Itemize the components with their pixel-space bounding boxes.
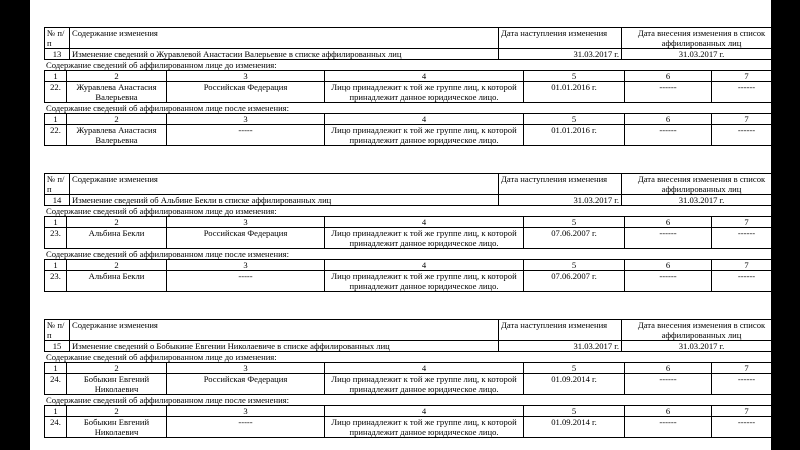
after-table	[44, 405, 782, 438]
change-description: Изменение сведений об Альбине Бекли в списке аффилированных лиц	[70, 195, 499, 206]
change-num: 15	[45, 341, 70, 352]
cell-stock-share: ------	[712, 125, 782, 146]
cell-num: 22.	[45, 82, 67, 103]
sub-header: 7	[712, 71, 782, 82]
col-num-header: № п/п	[45, 28, 70, 49]
change-date-occurrence: 31.03.2017 г.	[499, 341, 622, 352]
cell-basis: Лицо принадлежит к той же группе лиц, к которой принадлежит данное юридическое лицо.	[325, 82, 524, 103]
sub-header: 2	[67, 217, 167, 228]
col-date-entry-header: Дата внесения изменения в список аффилированных лиц	[622, 174, 782, 195]
cell-date: 07.06.2007 г.	[524, 271, 625, 292]
document-page	[30, 0, 771, 450]
col-date-occurrence-header: Дата наступления изменения	[499, 174, 622, 195]
change-date-entry: 31.03.2017 г.	[622, 49, 782, 60]
after-table	[44, 113, 782, 146]
cell-share: ------	[625, 228, 712, 249]
caption-before: Содержание сведений об аффилированном лице до изменения:	[46, 60, 277, 70]
sub-header: 4	[325, 114, 524, 125]
sub-header: 4	[325, 406, 524, 417]
cell-residence: Российская Федерация	[167, 82, 325, 103]
sub-header: 4	[325, 260, 524, 271]
col-content-header: Содержание изменения	[70, 174, 499, 195]
sub-header: 3	[167, 363, 325, 374]
cell-residence: -----	[167, 271, 325, 292]
sub-header: 1	[45, 114, 67, 125]
sub-header: 7	[712, 114, 782, 125]
change-block	[44, 27, 782, 146]
col-date-entry-header: Дата внесения изменения в список аффилированных лиц	[622, 28, 782, 49]
change-description: Изменение сведений о Журавлевой Анастасии Валерьевне в списке аффилированных лиц	[70, 49, 499, 60]
sub-header: 7	[712, 406, 782, 417]
sub-header: 5	[524, 114, 625, 125]
cell-stock-share: ------	[712, 228, 782, 249]
change-header-table	[44, 319, 782, 352]
cell-date: 01.09.2014 г.	[524, 417, 625, 438]
cell-num: 24.	[45, 374, 67, 395]
cell-stock-share: ------	[712, 417, 782, 438]
sub-header: 1	[45, 71, 67, 82]
col-date-occurrence-header: Дата наступления изменения	[499, 28, 622, 49]
cell-date: 01.09.2014 г.	[524, 374, 625, 395]
change-block	[44, 173, 782, 292]
cell-residence: Российская Федерация	[167, 374, 325, 395]
cell-num: 24.	[45, 417, 67, 438]
cell-stock-share: ------	[712, 374, 782, 395]
cell-name: Альбина Бекли	[67, 228, 167, 249]
sub-header: 3	[167, 114, 325, 125]
cell-residence: Российская Федерация	[167, 228, 325, 249]
caption-before: Содержание сведений об аффилированном лице до изменения:	[46, 206, 277, 216]
cell-stock-share: ------	[712, 82, 782, 103]
sub-header: 2	[67, 71, 167, 82]
caption-after: Содержание сведений об аффилированном лице после изменения:	[46, 249, 290, 259]
change-num: 13	[45, 49, 70, 60]
cell-name: Журавлева Анастасия Валерьевна	[67, 125, 167, 146]
cell-share: ------	[625, 125, 712, 146]
cell-share: ------	[625, 374, 712, 395]
sub-header: 1	[45, 260, 67, 271]
change-date-entry: 31.03.2017 г.	[622, 195, 782, 206]
cell-residence: -----	[167, 417, 325, 438]
sub-header: 7	[712, 363, 782, 374]
sub-header: 5	[524, 260, 625, 271]
cell-num: 23.	[45, 228, 67, 249]
change-header-table	[44, 27, 782, 60]
change-date-occurrence: 31.03.2017 г.	[499, 195, 622, 206]
before-table	[44, 362, 782, 395]
sub-header: 4	[325, 363, 524, 374]
cell-share: ------	[625, 417, 712, 438]
col-content-header: Содержание изменения	[70, 320, 499, 341]
cell-share: ------	[625, 271, 712, 292]
cell-name: Бобыкин Евгений Николаевич	[67, 374, 167, 395]
cell-num: 22.	[45, 125, 67, 146]
cell-basis: Лицо принадлежит к той же группе лиц, к которой принадлежит данное юридическое лицо.	[325, 125, 524, 146]
change-date-occurrence: 31.03.2017 г.	[499, 49, 622, 60]
col-date-occurrence-header: Дата наступления изменения	[499, 320, 622, 341]
sub-header: 3	[167, 71, 325, 82]
cell-share: ------	[625, 82, 712, 103]
cell-basis: Лицо принадлежит к той же группе лиц, к которой принадлежит данное юридическое лицо.	[325, 271, 524, 292]
sub-header: 6	[625, 217, 712, 228]
sub-header: 5	[524, 406, 625, 417]
sub-header: 2	[67, 363, 167, 374]
change-header-table	[44, 173, 782, 206]
sub-header: 6	[625, 71, 712, 82]
sub-header: 5	[524, 363, 625, 374]
after-table	[44, 259, 782, 292]
sub-header: 3	[167, 406, 325, 417]
before-table	[44, 70, 782, 103]
sub-header: 3	[167, 217, 325, 228]
col-num-header: № п/п	[45, 174, 70, 195]
change-date-entry: 31.03.2017 г.	[622, 341, 782, 352]
cell-date: 01.01.2016 г.	[524, 82, 625, 103]
change-description: Изменение сведений о Бобыкине Евгении Николаевиче в списке аффилированных лиц	[70, 341, 499, 352]
cell-stock-share: ------	[712, 271, 782, 292]
caption-before: Содержание сведений об аффилированном лице до изменения:	[46, 352, 277, 362]
sub-header: 5	[524, 71, 625, 82]
sub-header: 3	[167, 260, 325, 271]
sub-header: 6	[625, 363, 712, 374]
cell-name: Журавлева Анастасия Валерьевна	[67, 82, 167, 103]
sub-header: 2	[67, 406, 167, 417]
sub-header: 4	[325, 71, 524, 82]
cell-name: Альбина Бекли	[67, 271, 167, 292]
change-num: 14	[45, 195, 70, 206]
col-date-entry-header: Дата внесения изменения в список аффилированных лиц	[622, 320, 782, 341]
sub-header: 1	[45, 363, 67, 374]
sub-header: 1	[45, 406, 67, 417]
cell-basis: Лицо принадлежит к той же группе лиц, к которой принадлежит данное юридическое лицо.	[325, 228, 524, 249]
cell-basis: Лицо принадлежит к той же группе лиц, к которой принадлежит данное юридическое лицо.	[325, 374, 524, 395]
caption-after: Содержание сведений об аффилированном лице после изменения:	[46, 395, 290, 405]
sub-header: 6	[625, 114, 712, 125]
cell-num: 23.	[45, 271, 67, 292]
col-num-header: № п/п	[45, 320, 70, 341]
sub-header: 1	[45, 217, 67, 228]
sub-header: 5	[524, 217, 625, 228]
change-block	[44, 319, 782, 438]
sub-header: 2	[67, 114, 167, 125]
sub-header: 7	[712, 260, 782, 271]
sub-header: 6	[625, 260, 712, 271]
cell-name: Бобыкин Евгений Николаевич	[67, 417, 167, 438]
cell-residence: -----	[167, 125, 325, 146]
col-content-header: Содержание изменения	[70, 28, 499, 49]
before-table	[44, 216, 782, 249]
sub-header: 7	[712, 217, 782, 228]
cell-date: 07.06.2007 г.	[524, 228, 625, 249]
cell-basis: Лицо принадлежит к той же группе лиц, к которой принадлежит данное юридическое лицо.	[325, 417, 524, 438]
sub-header: 2	[67, 260, 167, 271]
cell-date: 01.01.2016 г.	[524, 125, 625, 146]
sub-header: 4	[325, 217, 524, 228]
sub-header: 6	[625, 406, 712, 417]
caption-after: Содержание сведений об аффилированном лице после изменения:	[46, 103, 290, 113]
